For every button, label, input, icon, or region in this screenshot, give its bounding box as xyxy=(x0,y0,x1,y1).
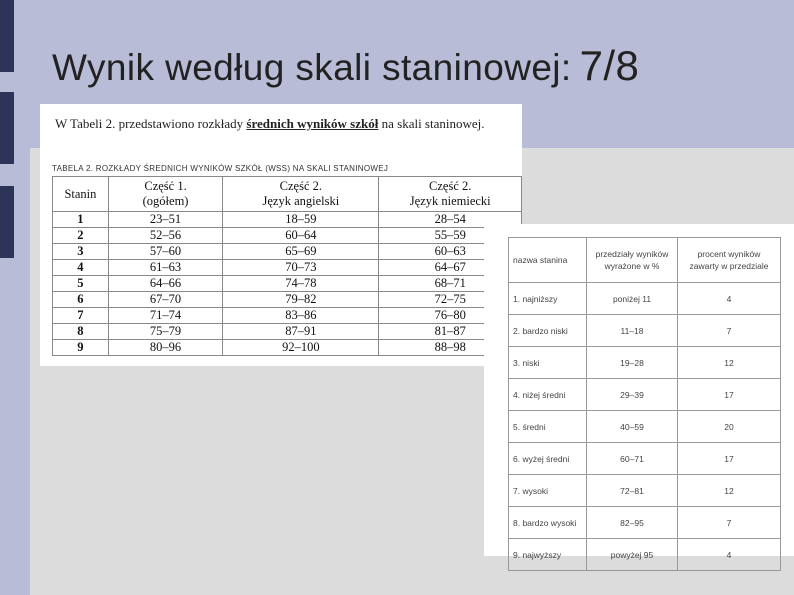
stanine-name: 7. wysoki xyxy=(509,475,587,507)
stanine-name: 8. bardzo wysoki xyxy=(509,507,587,539)
table-row xyxy=(53,244,522,260)
column-header: nazwa stanina xyxy=(509,238,587,283)
stanine-name: 4. niżej średni xyxy=(509,379,587,411)
table-row xyxy=(509,507,781,539)
percent-range: 60–71 xyxy=(587,443,678,475)
score-range: 57–60 xyxy=(108,244,222,260)
column-header: Stanin xyxy=(53,177,109,212)
slide-page-number: 7/8 xyxy=(579,42,640,89)
score-range: 76–80 xyxy=(379,308,522,324)
score-range: 88–98 xyxy=(379,340,522,356)
percent-share: 12 xyxy=(678,475,781,507)
stanine-number: 8 xyxy=(53,324,109,340)
intro-suffix: na skali staninowej. xyxy=(378,116,485,131)
stanine-name: 9. najwyższy xyxy=(509,539,587,571)
accent-bar xyxy=(0,92,14,164)
table-header-row xyxy=(53,177,522,212)
score-range: 81–87 xyxy=(379,324,522,340)
percent-range: 19–28 xyxy=(587,347,678,379)
percent-range: poniżej 11 xyxy=(587,283,678,315)
table-row xyxy=(53,228,522,244)
score-range: 65–69 xyxy=(223,244,379,260)
table-row xyxy=(509,315,781,347)
score-range: 68–71 xyxy=(379,276,522,292)
accent-bar xyxy=(0,0,14,72)
table-caption: TABELA 2. ROZKŁADY ŚREDNICH WYNIKÓW SZKÓŁ (WSS) NA SKALI STANINOWEJ xyxy=(52,164,389,173)
percent-share: 12 xyxy=(678,347,781,379)
stanine-name: 6. wyżej średni xyxy=(509,443,587,475)
table-header-row xyxy=(509,238,781,283)
score-range: 71–74 xyxy=(108,308,222,324)
table-row xyxy=(509,475,781,507)
stanine-name: 3. niski xyxy=(509,347,587,379)
percent-share: 17 xyxy=(678,379,781,411)
score-range: 61–63 xyxy=(108,260,222,276)
score-range: 67–70 xyxy=(108,292,222,308)
score-range: 23–51 xyxy=(108,212,222,228)
score-range: 83–86 xyxy=(223,308,379,324)
score-range: 80–96 xyxy=(108,340,222,356)
column-header: przedziały wyników wyrażone w % xyxy=(587,238,678,283)
percent-range: powyżej 95 xyxy=(587,539,678,571)
intro-prefix: W Tabeli 2. przedstawiono rozkłady xyxy=(55,116,247,131)
score-range: 70–73 xyxy=(223,260,379,276)
score-range: 79–82 xyxy=(223,292,379,308)
left-background xyxy=(0,0,30,595)
column-header: Część 2. Język angielski xyxy=(223,177,379,212)
percent-share: 17 xyxy=(678,443,781,475)
column-header: procent wyników zawarty w przedziale xyxy=(678,238,781,283)
stanine-number: 2 xyxy=(53,228,109,244)
percent-share: 4 xyxy=(678,539,781,571)
intro-underlined: średnich wyników szkół xyxy=(246,116,379,131)
score-range: 52–56 xyxy=(108,228,222,244)
stanine-name: 1. najniższy xyxy=(509,283,587,315)
percent-range: 82–95 xyxy=(587,507,678,539)
score-range: 72–75 xyxy=(379,292,522,308)
table-row xyxy=(509,379,781,411)
score-range: 18–59 xyxy=(223,212,379,228)
percent-share: 20 xyxy=(678,411,781,443)
slide-title xyxy=(52,42,639,90)
percent-share: 4 xyxy=(678,283,781,315)
score-range: 87–91 xyxy=(223,324,379,340)
table-row xyxy=(53,308,522,324)
stanine-number: 7 xyxy=(53,308,109,324)
stanine-number: 5 xyxy=(53,276,109,292)
table-row xyxy=(509,411,781,443)
score-range: 64–66 xyxy=(108,276,222,292)
stanine-number: 9 xyxy=(53,340,109,356)
table-row xyxy=(509,283,781,315)
stanine-name: 5. średni xyxy=(509,411,587,443)
percent-range: 40–59 xyxy=(587,411,678,443)
column-header: Część 1. (ogółem) xyxy=(108,177,222,212)
percent-range: 72–81 xyxy=(587,475,678,507)
percent-share: 7 xyxy=(678,507,781,539)
score-range: 64–67 xyxy=(379,260,522,276)
table-row xyxy=(53,292,522,308)
table-row xyxy=(53,324,522,340)
table-row xyxy=(53,260,522,276)
stanine-names-panel xyxy=(484,224,794,560)
table-row xyxy=(509,539,781,571)
table-row xyxy=(53,340,522,356)
score-range: 60–63 xyxy=(379,244,522,260)
stanine-names-table xyxy=(508,237,781,571)
score-range: 60–64 xyxy=(223,228,379,244)
stanine-schools-panel xyxy=(40,104,522,366)
accent-bar xyxy=(0,186,14,258)
stanine-name: 2. bardzo niski xyxy=(509,315,587,347)
slide-title-text: Wynik według skali staninowej: xyxy=(52,47,572,88)
stanine-number: 3 xyxy=(53,244,109,260)
school-stanine-table xyxy=(52,176,522,356)
percent-range: 11–18 xyxy=(587,315,678,347)
score-range: 55–59 xyxy=(379,228,522,244)
stanine-number: 6 xyxy=(53,292,109,308)
column-header: Część 2. Język niemiecki xyxy=(379,177,522,212)
intro-text xyxy=(55,116,485,132)
percent-share: 7 xyxy=(678,315,781,347)
stanine-number: 1 xyxy=(53,212,109,228)
table-row xyxy=(53,212,522,228)
table-row xyxy=(509,347,781,379)
percent-range: 29–39 xyxy=(587,379,678,411)
stanine-number: 4 xyxy=(53,260,109,276)
table-row xyxy=(53,276,522,292)
score-range: 92–100 xyxy=(223,340,379,356)
score-range: 75–79 xyxy=(108,324,222,340)
table-row xyxy=(509,443,781,475)
score-range: 28–54 xyxy=(379,212,522,228)
score-range: 74–78 xyxy=(223,276,379,292)
